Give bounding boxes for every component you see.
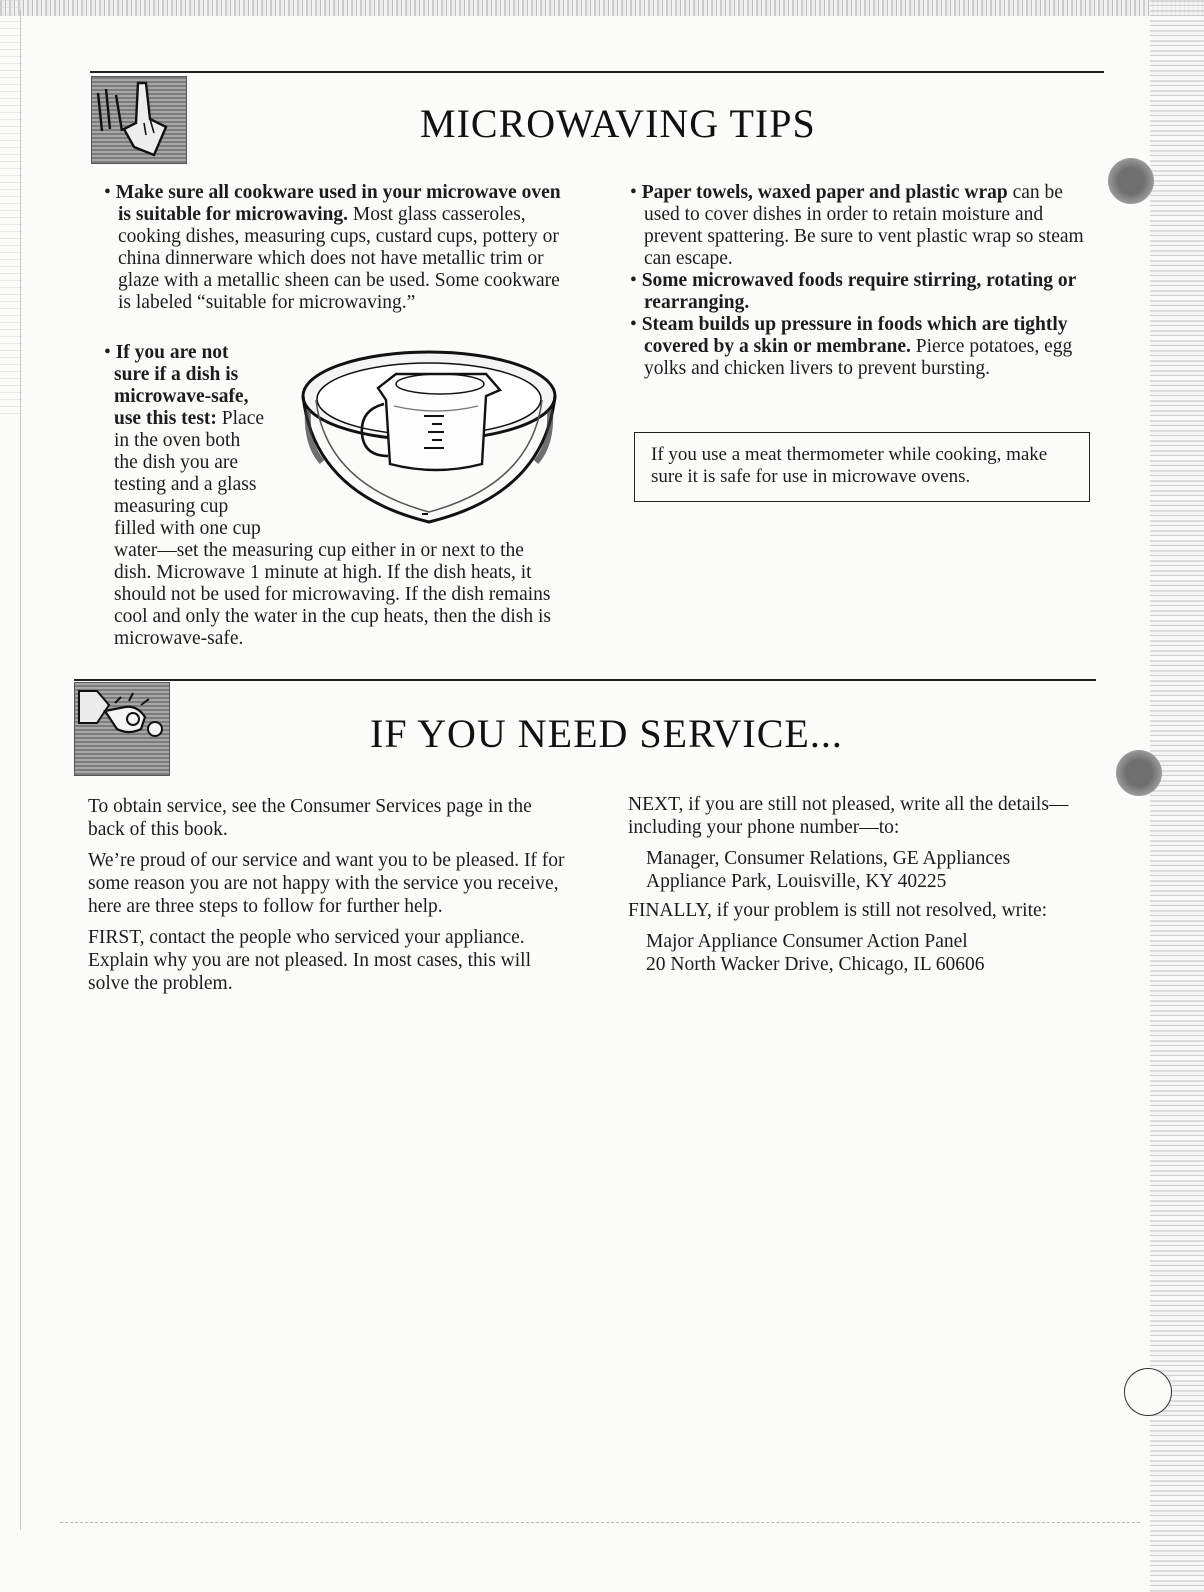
- binder-hole-icon: [1124, 1368, 1172, 1416]
- list-item: • Some microwaved foods require stirring, rotating or rearranging.: [630, 270, 1076, 313]
- list-item: • Steam builds up pressure in foods which are tightly covered by a skin or membrane. Pierce potatoes, egg yolks and chicken livers to prevent bursting.: [630, 314, 1073, 379]
- address-line: Major Appliance Consumer Action Panel: [646, 931, 968, 952]
- binder-hole-icon: [1108, 158, 1154, 204]
- illustration-spacer: [266, 342, 566, 540]
- address-block: [628, 847, 1098, 893]
- tips-right-column: [630, 182, 1092, 380]
- tip-bold-text: Make sure all cookware used in your microwave oven is suitable for microwaving.: [115, 182, 561, 225]
- hand-pointing-icon: [91, 76, 187, 164]
- tip-bold-text: Some microwaved foods require stirring, rotating or rearranging.: [641, 270, 1076, 313]
- service-paragraph: To obtain service, see the Consumer Services page in the back of this book.: [88, 796, 532, 840]
- binder-hole-icon: [1116, 750, 1162, 796]
- tip-text: Pierce potatoes, egg yolks and chicken livers to prevent bursting.: [644, 336, 1073, 379]
- service-paragraph: FINALLY, if your problem is still not resolved, write:: [628, 900, 1048, 921]
- repair-tool-icon: [74, 682, 170, 776]
- tip-text: Most glass casseroles, cooking dishes, measuring cups, custard cups, pottery or china dinnerware which does not have metallic trim or glaze with a metallic sheen can be used. Some cookware is labeled “suitable for microwaving.”: [118, 204, 560, 313]
- service-left-column: [88, 795, 568, 1003]
- thermometer-note-box: [634, 432, 1090, 502]
- service-right-column: [628, 793, 1098, 982]
- service-paragraph: NEXT, if you are still not pleased, write all the details—including your phone number—to:: [628, 794, 1069, 838]
- page-bottom-border: [60, 1522, 1140, 1523]
- list-item: • If you are not sure if a dish is microwave-safe, use this test: Place in the oven both the dish you are testing and a glass measuring cup filled with one cup water—set the measuring cup either in or next to the dish. Microwave 1 minute at high. If the dish heats, it should not be used for microwaving. If the dish remains cool and only the water in the cup heats, then the dish is microwave-safe.: [104, 342, 566, 650]
- page-title: MICROWAVING TIPS: [420, 101, 816, 146]
- tips-left-column: [104, 182, 566, 314]
- scan-edge-left: [0, 0, 22, 420]
- tip-bold-text: If you are not sure if a dish is microwave-safe, use this test:: [114, 342, 249, 429]
- address-line: Manager, Consumer Relations, GE Appliances: [646, 848, 1011, 869]
- address-block: [628, 930, 1098, 976]
- tip-text: Place in the oven both the dish you are testing and a glass measuring cup filled with one cup water—set the measuring cup either in or next to the dish. Microwave 1 minute at high. If the dish heats, it should not be used for microwaving. If the dish remains cool and only the water in the cup heats, then the dish is microwave-safe.: [114, 408, 552, 649]
- tip-text: can be used to cover dishes in order to retain moisture and prevent spattering. Be sure to vent plastic wrap so steam can escape.: [644, 182, 1084, 269]
- thermometer-note-text: If you use a meat thermometer while cooking, make sure it is safe for use in microwave ovens.: [651, 444, 1048, 487]
- section-title: IF YOU NEED SERVICE...: [370, 711, 843, 756]
- service-paragraph: FIRST, contact the people who serviced your appliance. Explain why you are not pleased. In most cases, this will solve the problem.: [88, 927, 531, 994]
- service-top-rule: [74, 679, 1096, 681]
- tip-bold-text: Paper towels, waxed paper and plastic wrap: [641, 182, 1008, 203]
- tip-bold-text: Steam builds up pressure in foods which are tightly covered by a skin or membrane.: [641, 314, 1068, 357]
- tips-top-rule: [90, 71, 1104, 73]
- scan-edge-right: [1150, 0, 1204, 1592]
- service-paragraph: We’re proud of our service and want you to be pleased. If for some reason you are not happy with the service you receive, here are three steps to follow for further help.: [88, 850, 565, 917]
- list-item: • Make sure all cookware used in your microwave oven is suitable for microwaving. Most glass casseroles, cooking dishes, measuring cups, custard cups, pottery or china dinnerware which does not have metallic trim or glaze with a metallic sheen can be used. Some cookware is labeled “suitable for microwaving.”: [104, 182, 561, 313]
- page-left-border: [20, 10, 21, 1530]
- list-item: • Paper towels, waxed paper and plastic wrap can be used to cover dishes in order to retain moisture and prevent spattering. Be sure to vent plastic wrap so steam can escape.: [630, 182, 1084, 269]
- tips-left-column-test: [104, 342, 566, 650]
- address-line: Appliance Park, Louisville, KY 40225: [646, 871, 947, 892]
- scan-edge-top: [0, 0, 1204, 16]
- address-line: 20 North Wacker Drive, Chicago, IL 60606: [646, 954, 985, 975]
